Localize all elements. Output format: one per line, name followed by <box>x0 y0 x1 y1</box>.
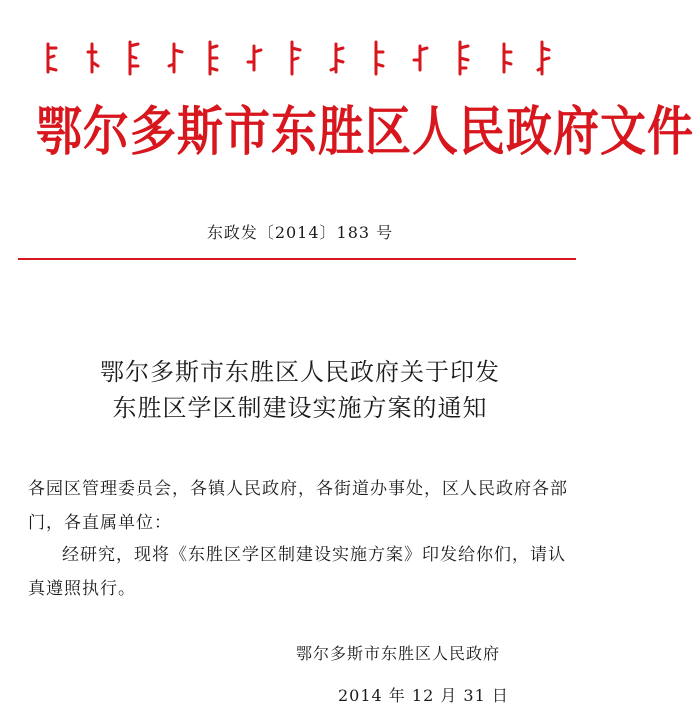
issue-date: 2014 年 12 月 31 日 <box>338 686 509 705</box>
mongolian-script-heading <box>40 38 560 78</box>
addressee-block <box>28 472 580 540</box>
red-divider-line <box>18 258 576 260</box>
body-block <box>28 538 580 606</box>
letterhead-title: 鄂尔多斯市东胜区人民政府文件 <box>36 99 694 163</box>
document-title-line-2: 东胜区学区制建设实施方案的通知 <box>112 394 488 422</box>
document-title <box>0 354 600 426</box>
issuer-signature: 鄂尔多斯市东胜区人民政府 <box>296 644 501 663</box>
document-title-line-1: 鄂尔多斯市东胜区人民政府关于印发 <box>100 358 500 386</box>
addressee-text: 各园区管理委员会，各镇人民政府，各街道办事处，区人民政府各部门，各直属单位： <box>28 479 568 533</box>
document-number: 东政发〔2014〕183 号 <box>206 223 394 242</box>
body-paragraph: 经研究，现将《东胜区学区制建设实施方案》印发给你们，请认真遵照执行。 <box>28 545 566 599</box>
